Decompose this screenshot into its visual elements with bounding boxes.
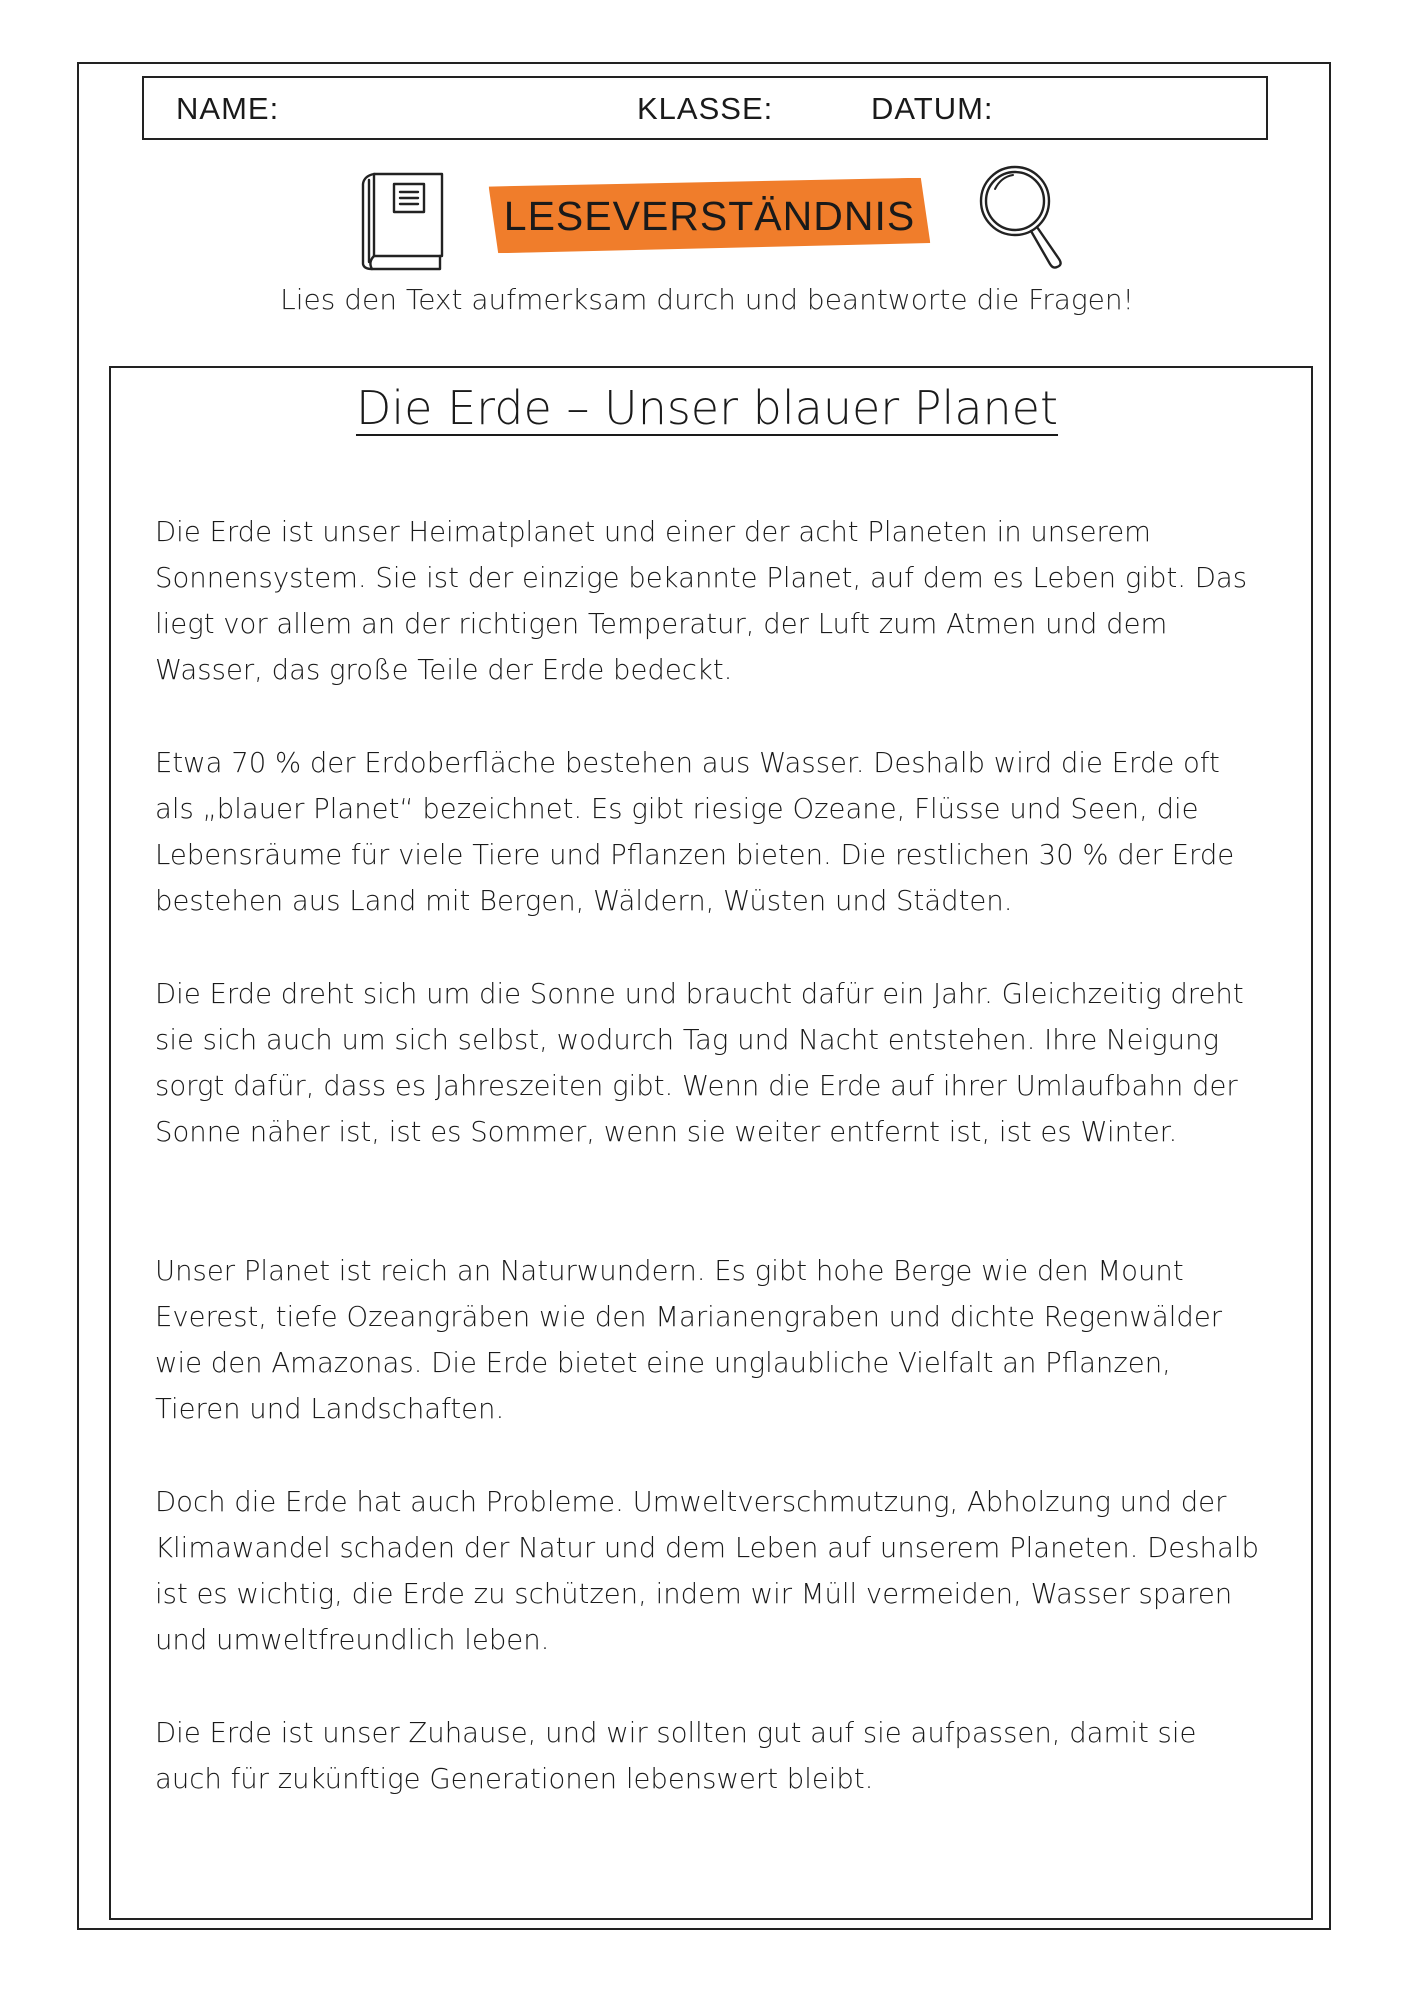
paragraph-1: Die Erde ist unser Heimatplanet und einer der acht Planeten in unserem Sonnensystem. Sie ist der einzige bekannte Planet, auf dem es Leben gibt. Das liegt vor allem an der richtigen Temperatur, der Luft zum Atmen und dem Wasser, das große Teile der Erde bedeckt. xyxy=(155,516,1248,686)
story-title: Die Erde – Unser blauer Planet xyxy=(355,381,1059,435)
student-info-bar xyxy=(142,76,1268,140)
paragraph-5: Doch die Erde hat auch Probleme. Umweltverschmutzung, Abholzung und der Klimawandel schaden der Natur und dem Leben auf unserem Planeten. Deshalb ist es wichtig, die Erde zu schützen, indem wir Müll vermeiden, Wasser sparen und umweltfreundlich leben. xyxy=(155,1486,1259,1656)
paragraph-4: Unser Planet ist reich an Naturwundern. Es gibt hohe Berge wie den Mount Everest, tiefe Ozeangräben wie den Marianengraben und dichte Regenwälder wie den Amazonas. Die Erde bietet eine unglaubliche Vielfalt an Pflanzen, Tieren und Landschaften. xyxy=(155,1255,1223,1425)
paragraph-3: Die Erde dreht sich um die Sonne und braucht dafür ein Jahr. Gleichzeitig dreht sie sich auch um sich selbst, wodurch Tag und Nacht entstehen. Ihre Neigung sorgt dafür, dass es Jahreszeiten gibt. Wenn die Erde auf ihrer Umlaufbahn der Sonne näher ist, ist es Sommer, wenn sie weiter entfernt ist, ist es Winter. xyxy=(155,978,1244,1148)
name-label: NAME: xyxy=(176,91,280,126)
klasse-label: KLASSE: xyxy=(637,91,774,126)
magnifier-icon xyxy=(975,163,1067,271)
instruction-text: Lies den Text aufmerksam durch und beantworte die Fragen! xyxy=(280,283,1134,316)
datum-label: DATUM: xyxy=(871,91,994,126)
paragraph-2: Etwa 70 % der Erdoberfläche bestehen aus Wasser. Deshalb wird die Erde oft als „blauer Planet“ bezeichnet. Es gibt riesige Ozeane, Flüsse und Seen, die Lebensräume für viele Tiere und Pflanzen bieten. Die restlichen 30 % der Erde bestehen aus Land mit Bergen, Wäldern, Wüsten und Städten. xyxy=(155,747,1235,917)
paragraph-6: Die Erde ist unser Zuhause, und wir sollten gut auf sie aufpassen, damit sie auch für zukünftige Generationen lebenswert bleibt. xyxy=(155,1717,1197,1795)
worksheet-title: LESEVERSTÄNDNIS xyxy=(503,193,916,239)
book-icon xyxy=(358,170,446,272)
